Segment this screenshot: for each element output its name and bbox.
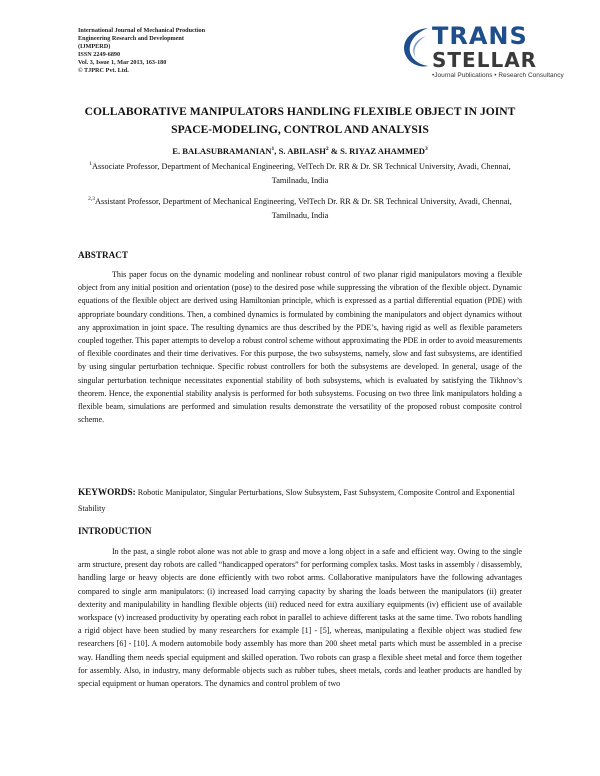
affiliation-2-text: Assistant Professor, Department of Mechanical Engineering, VelTech Dr. RR & Dr. SR Technical University, Avadi, Chennai, Tamilnadu, India — [94, 197, 512, 220]
affiliation-2-sup: 2,3 — [88, 196, 95, 203]
introduction-text: In the past, a single robot alone was not able to grasp and move a long object in a safe and efficient way. Owing to the single arm structure, present day robots are called “handicapped operators” for performing complex tasks. Most tasks in assembly / disassembly, handling large or heavy objects are done efficiently with two robot arms. Collaborative manipulators have the following advantages compared to single arm manipulators: (i) increased load carrying capacity by sharing the loads between the manipulators (ii) greater dexterity and manipulability in handling flexible objects (iii) reduced need for extra auxiliary equipments (iv) efficient use of available workspace (v) increased productivity by operating each robot in parallel to achieve different tasks at the same time. Two robots handling a rigid object have been studied by many researchers for example [1] - [5], whereas, manipulating a flexible object was studied few researchers [6] - [10]. A modern automobile body assembly has more than 200 sheet metal parts which must be assembled in a precise way. Handling them needs special equipment and skilled operation. Two robots can grasp a flexible sheet metal and force them together for assembly. Also, in industry, many deformable objects such as rubber tubes, sheet metals, cords and leather products are handled by special equipment or human operators. The dynamics and control problem of two — [78, 547, 522, 689]
keywords-text: Robotic Manipulator, Singular Perturbations, Slow Subsystem, Fast Subsystem, Composite Control and Exponential Stability — [78, 488, 515, 513]
journal-issn: ISSN 2249-6890 — [78, 51, 121, 58]
journal-volume: Vol. 3, Issue 1, Mar 2013, 163-180 — [78, 59, 167, 66]
author-2-sup: 2 — [325, 146, 329, 153]
author-2: , S. ABILASH — [274, 146, 326, 156]
journal-name-line1: International Journal of Mechanical Production — [78, 27, 206, 34]
keywords — [78, 484, 522, 517]
abstract-text: This paper focus on the dynamic modeling and nonlinear robust control of two planar rigid manipulators moving a flexible object from any initial position and orientation (pose) to the desired pose while suppressing the vibration of the flexible object. Dynamic equations of the flexible object are derived using Hamiltonian principle, which is expressed as a partial differential equation (PDE) with appropriate boundary conditions. Then, a combined dynamics is formulated by combining the manipulators and object dynamics without any approximation in joint space. The resulting dynamics are thus described by the PDE’s, having rigid as well as flexible parameters coupled together. This paper attempts to develop a robust control scheme without approximating the PDE in order to avoid measurements of flexible coordinates and their time derivatives. For this purpose, the two subsystems, namely, slow and fast subsystems, are identified by using singular perturbation technique. Specific robust controllers for both the subsystems are developed. In general, usage of the singular perturbation technique necessitates exponential stability of both subsystems, which is evaluated by satisfying the Tikhnov’s theorem. Hence, the exponential stability analysis is performed for both subsystems. Focusing on two three link manipulators holding a flexible beam, simulations are performed and simulation results demonstrate the versatility of the proposed robust composite control scheme. — [78, 270, 522, 425]
author-3-sup: 3 — [425, 146, 428, 153]
journal-abbrev: (IJMPERD) — [78, 43, 111, 50]
paper-title: COLLABORATIVE MANIPULATORS HANDLING FLEXIBLE OBJECT IN JOINT SPACE-MODELING, CONTROL AND ANALYSIS — [84, 105, 516, 136]
journal-copyright: © TJPRC Pvt. Ltd. — [78, 67, 129, 74]
author-1-sup: 1 — [271, 146, 275, 153]
keywords-label: KEYWORDS: — [78, 487, 136, 497]
logo-tagline: •Journal Publications • Research Consultancy — [432, 72, 564, 79]
logo-word-trans: TRANS — [432, 22, 528, 50]
journal-name-line2: Engineering Research and Development — [78, 35, 184, 42]
affiliation-2 — [84, 195, 516, 223]
transstellar-logo — [398, 22, 564, 84]
affiliation-1 — [84, 160, 516, 188]
author-list — [70, 146, 530, 156]
journal-info — [78, 27, 328, 75]
author-1: E. BALASUBRAMANIAN — [172, 146, 272, 156]
affiliation-1-text: Associate Professor, Department of Mechanical Engineering, VelTech Dr. RR & Dr. SR Technical University, Avadi, Chennai, Tamilnadu, India — [92, 162, 511, 185]
affiliation-1-sup: 1 — [89, 161, 93, 168]
logo-word-stellar: STELLAR — [432, 48, 538, 72]
author-3: & S. RIYAZ AHAMMED — [328, 146, 426, 156]
logo-swoosh-icon — [398, 22, 432, 72]
introduction-heading: INTRODUCTION — [78, 526, 152, 536]
abstract-heading: ABSTRACT — [78, 250, 129, 260]
